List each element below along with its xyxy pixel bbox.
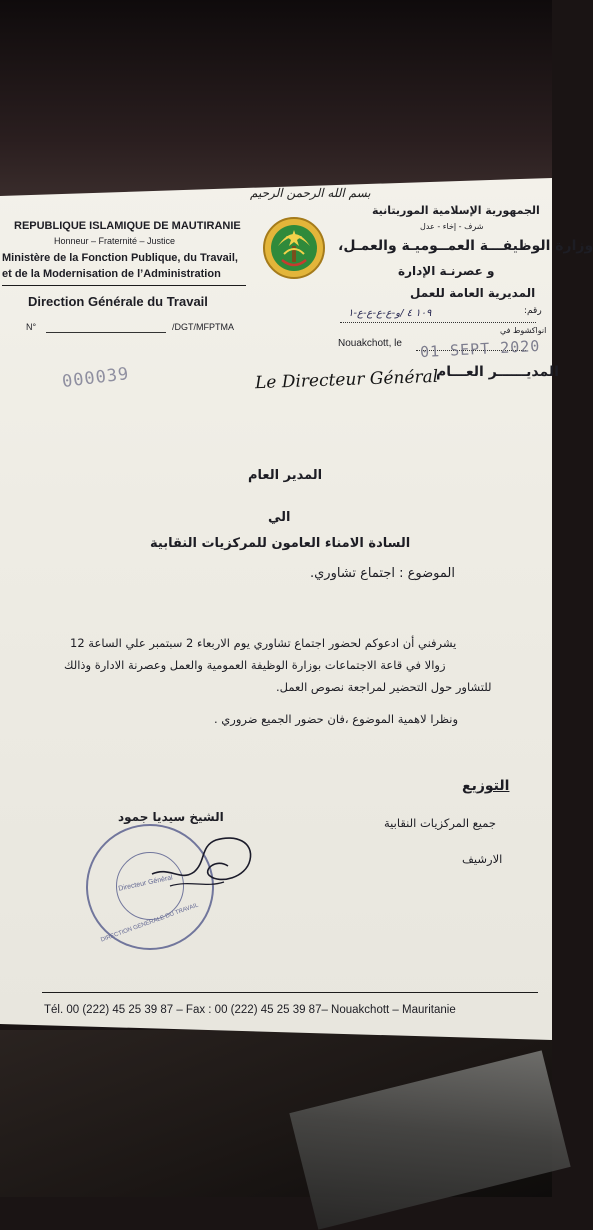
ministry-fr-line1: Ministère de la Fonction Publique, du Travail, [2, 252, 238, 264]
number-line-ar [340, 322, 536, 323]
ministry-fr-line2: et de la Modernisation de l’Administration [2, 268, 221, 280]
city-date-fr: Nouakchott, le [338, 338, 402, 349]
body-paragraph-line4: ونظرا لاهمية الموضوع ،فان حضور الجميع ضروري . [214, 712, 459, 726]
number-line-fr [46, 332, 166, 333]
footer-rule [42, 992, 538, 993]
ministry-ar-line1: وزارة الوظيفـــة العمــوميـة والعمـل، [338, 238, 593, 254]
body-paragraph-line3: للتشاور حول التحضير لمراجعة نصوص العمل. [276, 680, 492, 694]
handwritten-signature-icon [150, 826, 262, 896]
footer-contact: Tél. 00 (222) 45 25 39 87 – Fax : 00 (222) 45 25 39 87– Nouakchott – Mauritanie [44, 1004, 456, 1016]
subject-line: الموضوع : اجتماع تشاوري. [310, 566, 455, 581]
distribution-item-unions: جميع المركزيات النقابية [384, 816, 497, 830]
republic-name-fr: REPUBLIQUE ISLAMIQUE DE MAUTIRANIE [14, 220, 241, 232]
direction-fr: Direction Générale du Travail [28, 294, 208, 309]
body-paragraph-line2: زوالا في قاعة الاجتماعات بوزارة الوظيفة العمومية والعمل وعصرنة الادارة وذالك [64, 658, 446, 672]
to-label: الي [268, 510, 291, 525]
number-suffix-fr: /DGT/MFPTMA [172, 322, 234, 332]
registration-stamp: 000039 [61, 363, 131, 393]
sender-title-fr: Le Directeur Général [254, 366, 439, 394]
republic-name-ar: الجمهورية الإسلامية الموريتانية [372, 204, 540, 217]
ministry-underline [2, 285, 246, 286]
seal-center-text: Directeur Général [117, 874, 174, 893]
motto-ar: شرف - إخاء - عدل [420, 222, 484, 231]
number-value-ar: ١٠٩ ٤ /و-ع-ع-ع-ع-١ [348, 308, 432, 319]
background-top [0, 0, 552, 200]
bismillah: بسم الله الرحمن الرحيم [250, 186, 371, 200]
from-label: المدير العام [248, 468, 323, 483]
national-emblem-icon [262, 216, 326, 280]
number-label-fr: N° [26, 322, 37, 332]
recipient-line: السادة الامناء العامون للمركزيات النقابية [150, 536, 411, 551]
city-date-ar: انواكشوط في [500, 326, 547, 335]
signer-name: الشيخ سيديا جمود [118, 810, 224, 824]
direction-ar: المديرية العامة للعمل [410, 286, 536, 300]
distribution-item-archive: الارشيف [462, 852, 503, 866]
body-paragraph-line1: يشرفني أن ادعوكم لحضور اجتماع تشاوري يوم الاربعاء 2 سبتمبر علي الساعة 12 [70, 636, 457, 650]
motto-fr: Honneur – Fraternité – Justice [54, 236, 176, 246]
ministry-ar-line2: و عصرنـة الإدارة [398, 264, 495, 278]
seal-ring-text: DIRECTION GENERALE DU TRAVAIL [100, 902, 200, 944]
distribution-heading: التوزيع [462, 778, 510, 794]
number-label-ar: رقم: [524, 306, 542, 316]
sender-title-ar: المديــــــر العـــام [436, 364, 559, 380]
date-stamp: 01 SEPT 2020 [419, 336, 541, 362]
